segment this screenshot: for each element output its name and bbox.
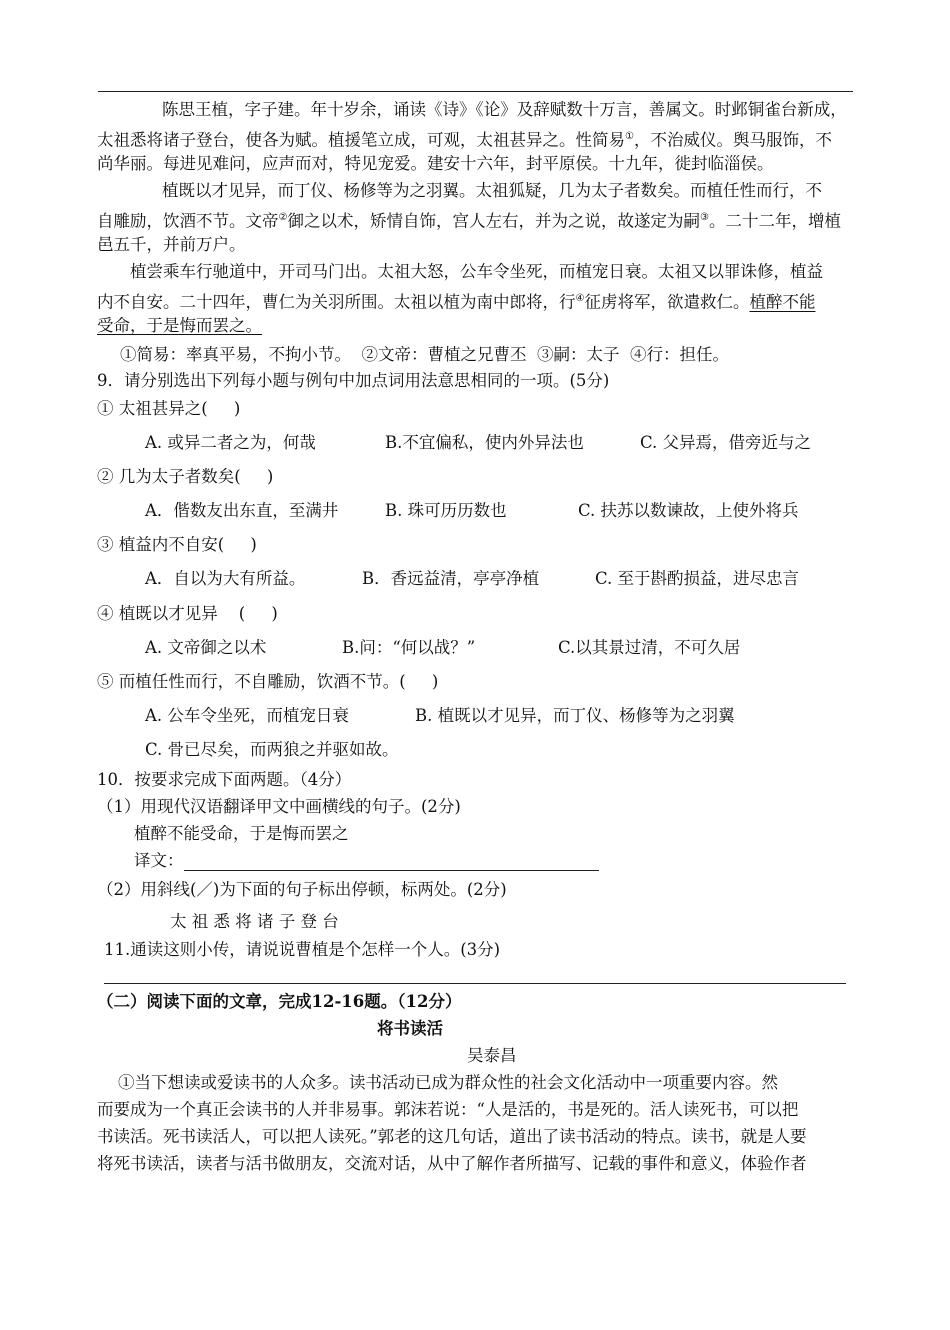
article-p1-line2: 而要成为一个真正会读书的人并非易事。郭沫若说：“人是活的，书是死的。活人读死书，可以把	[97, 1100, 799, 1119]
q9-sub1: ① 太祖甚异之( )	[97, 399, 241, 418]
passage-a-p3-line1: 植尝乘车行驰道中，开司马门出。太祖大怒，公车令坐死，而植宠日衰。太祖又以罪诛修，植益	[130, 262, 823, 281]
passage-a-p2-line1: 植既以才见异，而丁仪、杨修等为之羽翼。太祖狐疑，几为太子者数矣。而植任性而行，不	[162, 181, 822, 200]
q9-sub1-opt-b: B.不宜偏私，使内外异法也	[385, 433, 584, 452]
q9-sub5-opt-a: A. 公车令坐死，而植宠日衰	[145, 706, 349, 725]
underlined-sentence-part2: 受命，于是悔而罢之。	[97, 316, 262, 335]
q9-sub4-opt-b: B.问：“何以战？”	[342, 638, 476, 657]
q9-sub5-opt-c: C. 骨已尽矣，而两狼之并驱如故。	[145, 740, 399, 759]
q9-stem: 9．请分别选出下列每小题与例句中加点词用法意思相同的一项。(5分)	[97, 371, 610, 390]
q9-sub1-opt-a: A. 或异二者之为，何哉	[145, 433, 316, 452]
article-p1-line4: 将死书读活，读者与活书做朋友，交流对话，从中了解作者所描写、记载的事件和意义，体验作者	[97, 1154, 807, 1173]
q10-part1: （1）用现代汉语翻译甲文中画横线的句子。(2分)	[97, 797, 461, 816]
passage-a-p2-line2: 自雕励，饮酒不节。文帝②御之以术，矫情自饰，宫人左右，并为之说，故遂定为嗣③。二十二年，增植	[97, 211, 841, 231]
article-title: 将书读活	[377, 1019, 443, 1038]
q9-sub3-opt-c: C. 至于斟酌损益，进尽忠言	[595, 569, 800, 588]
passage-a-p1-line3: 尚华丽。每进见难问，应声而对，特见宠爱。建安十六年，封平原侯。十九年，徙封临淄侯。	[97, 154, 774, 173]
q9-sub2: ② 几为太子者数矣( )	[97, 467, 274, 486]
q9-sub2-opt-a: A．偕数友出东直，至满井	[145, 501, 339, 520]
article-p1-line1: ①当下想读或爱读书的人众多。读书活动已成为群众性的社会文化活动中一项重要内容。然	[118, 1073, 778, 1092]
top-rule	[98, 91, 853, 92]
q10-part2: （2）用斜线(／)为下面的句子标出停顿，标两处。(2分)	[97, 880, 507, 899]
q11-answer-line[interactable]	[104, 983, 846, 984]
q9-sub5: ⑤ 而植任性而行，不自雕励，饮酒不节。( )	[97, 672, 439, 691]
q10-chars: 太 祖 悉 将 诸 子 登 台	[170, 912, 339, 931]
q11-stem: 11.通读这则小传，请说说曹植是个怎样一个人。(3分)	[104, 940, 501, 959]
passage-a-p3-line2: 内不自安。二十四年，曹仁为关羽所围。太祖以植为南中郎将，行④征虏将军，欲遣救仁。植醉不能	[97, 292, 816, 312]
q9-sub3: ③ 植益内不自安( )	[97, 535, 257, 554]
q10-stem: 10．按要求完成下面两题。（4分）	[97, 770, 352, 789]
article-p1-line3: 书读活。死书读活人，可以把人读死。”郭老的这几句话，道出了读书活动的特点。读书，就是人要	[97, 1127, 807, 1146]
q9-sub3-opt-a: A．自以为大有所益。	[145, 569, 306, 588]
q9-sub1-opt-c: C. 父异焉，借旁近与之	[640, 433, 812, 452]
q9-sub2-opt-b: B. 珠可历历数也	[385, 501, 507, 520]
q9-sub4-opt-a: A. 文帝御之以术	[145, 638, 267, 657]
q9-sub4-opt-c: C.以其景过清，不可久居	[558, 638, 741, 657]
passage-a-p1-line1: 陈思王植，字子建。年十岁余，诵读《诗》《论》及辞赋数十万言，善属文。时邺铜雀台新成，	[162, 100, 847, 119]
article-author: 吴泰昌	[467, 1046, 517, 1065]
passage-a-p3-line3	[97, 316, 262, 336]
section2-header: （二）阅读下面的文章，完成12-16题。（12分）	[97, 992, 462, 1011]
passage-a-p2-line3: 邑五千，并前万户。	[97, 235, 246, 254]
underlined-sentence-part1: 植醉不能	[749, 292, 816, 312]
q10-sentence: 植醉不能受命，于是悔而罢之	[134, 824, 349, 843]
footnotes: ①简易：率真平易，不拘小节。 ②文帝：曹植之兄曹丕 ③嗣：太子 ④行：担任。	[120, 345, 729, 364]
q9-sub2-opt-c: C. 扶苏以数谏故，上使外将兵	[578, 501, 799, 520]
q10-answer-row: 译文：	[134, 851, 599, 871]
q9-sub4: ④ 植既以才见异 ( )	[97, 604, 278, 623]
passage-a-p1-line2: 太祖悉将诸子登台，使各为赋。植援笔立成，可观，太祖甚异之。性简易①，不治威仪。舆马服饰，不	[97, 130, 832, 150]
translation-answer-blank[interactable]	[184, 855, 599, 871]
q9-sub5-opt-b: B. 植既以才见异，而丁仪、杨修等为之羽翼	[415, 706, 735, 725]
q9-sub3-opt-b: B．香远益清，亭亭净植	[362, 569, 540, 588]
